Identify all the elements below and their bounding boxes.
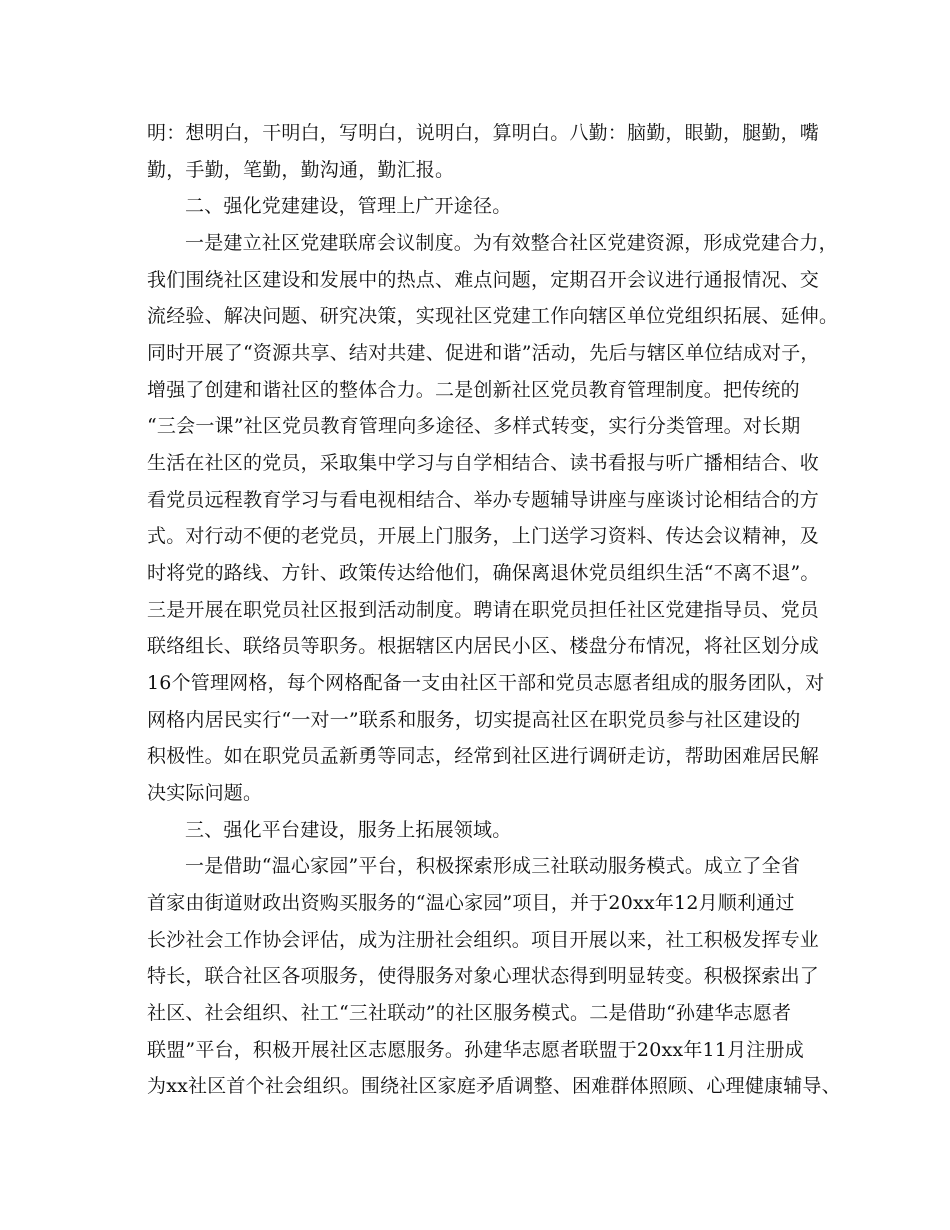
text-line: 社区、社会组织、社工“三社联动”的社区服务模式。二是借助“孙建华志愿者 [147, 1002, 792, 1024]
text-line: 决实际问题。 [147, 782, 263, 804]
text-line: 我们围绕社区建设和发展中的热点、难点问题，定期召开会议进行通报情况、交 [147, 269, 820, 291]
text-line: 看党员远程教育学习与看电视相结合、举办专题辅导讲座与座谈讨论相结合的方 [147, 489, 820, 511]
text-line: 特长，联合社区各项服务，使得服务对象心理状态得到明显转变。积极探索出了 [147, 965, 820, 987]
text-line: 长沙社会工作协会评估，成为注册社会组织。项目开展以来，社工积极发挥专业 [147, 929, 820, 951]
text-line: 式。对行动不便的老党员，开展上门服务，上门送学习资料、传达会议精神，及 [147, 525, 820, 547]
text-line: “三会一课”社区党员教育管理向多途径、多样式转变，实行分类管理。对长期 [147, 415, 801, 437]
text-line: 一是借助“温心家园”平台，积极探索形成三社联动服务模式。成立了全省 [185, 855, 801, 877]
text-line: 积极性。如在职党员孟新勇等同志，经常到社区进行调研走访，帮助困难居民解 [147, 745, 820, 767]
text-line: 明：想明白，干明白，写明白，说明白，算明白。八勤：脑勤，眼勤，腿勤，嘴 [147, 122, 820, 144]
section-heading: 三、强化平台建设，服务上拓展领域。 [185, 819, 512, 841]
text-line: 16个管理网格，每个网格配备一支由社区干部和党员志愿者组成的服务团队，对 [147, 672, 825, 694]
text-line: 勤，手勤，笔勤，勤沟通，勤汇报。 [147, 159, 455, 181]
text-line: 增强了创建和谐社区的整体合力。二是创新社区党员教育管理制度。把传统的 [147, 379, 800, 401]
text-line: 首家由街道财政出资购买服务的“温心家园”项目，并于20xx年12月顺利通过 [147, 892, 795, 914]
text-line: 联络组长、联络员等职务。根据辖区内居民小区、楼盘分布情况，将社区划分成 [147, 635, 820, 657]
text-line: 同时开展了“资源共享、结对共建、促进和谐”活动，先后与辖区单位结成对子， [147, 342, 820, 364]
text-line: 联盟”平台，积极开展社区志愿服务。孙建华志愿者联盟于20xx年11月注册成 [147, 1039, 804, 1061]
text-line: 流经验、解决问题、研究决策，实现社区党建工作向辖区单位党组织拓展、延伸。 [147, 305, 839, 327]
section-heading: 二、强化党建建设，管理上广开途径。 [185, 195, 512, 217]
text-line: 网格内居民实行“一对一”联系和服务，切实提高社区在职党员参与社区建设的 [147, 709, 801, 731]
text-line: 生活在社区的党员，采取集中学习与自学相结合、读书看报与听广播相结合、收 [147, 452, 820, 474]
text-line: 三是开展在职党员社区报到活动制度。聘请在职党员担任社区党建指导员、党员 [147, 599, 820, 621]
text-line: 时将党的路线、方针、政策传达给他们，确保离退休党员组织生活“不离不退”。 [147, 562, 820, 584]
text-line: 为xx社区首个社会组织。围绕社区家庭矛盾调整、困难群体照顾、心理健康辅导、 [147, 1075, 841, 1097]
text-line: 一是建立社区党建联席会议制度。为有效整合社区党建资源，形成党建合力， [185, 232, 838, 254]
